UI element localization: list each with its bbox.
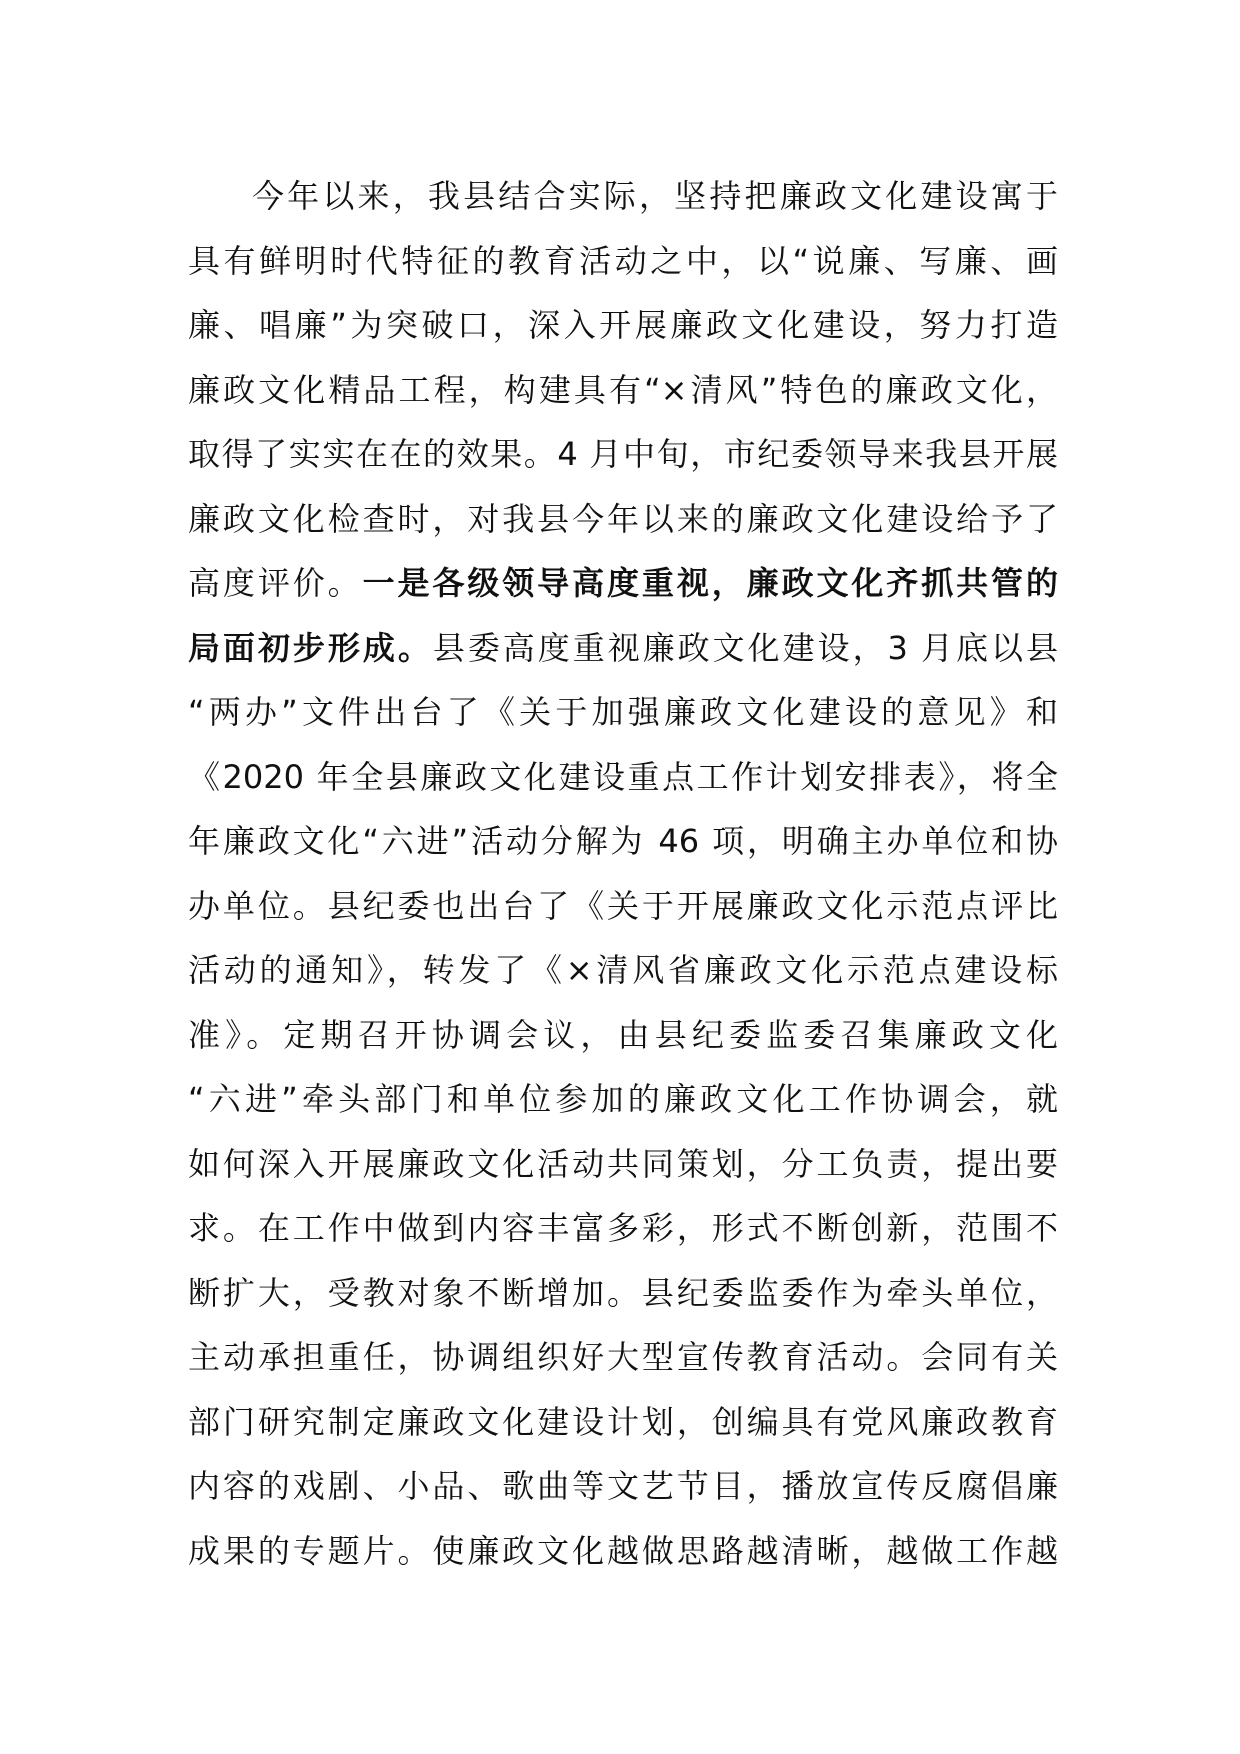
bold-heading-text: 局面初步形成。 <box>188 628 433 667</box>
text-line <box>188 1132 1058 1197</box>
text-line <box>188 1454 1058 1519</box>
text-line <box>188 680 1058 745</box>
text-line <box>188 1519 1058 1584</box>
body-text: 县委高度重视廉政文化建设，3 月底以县 <box>432 628 1058 667</box>
body-text: 如何深入开展廉政文化活动共同策划，分工负责，提出要 <box>188 1144 1058 1183</box>
body-text: 廉政文化精品工程，构建具有“×清风”特色的廉政文化， <box>188 370 1058 409</box>
text-line <box>188 422 1058 487</box>
text-line <box>188 551 1058 616</box>
body-text: 主动承担重任，协调组织好大型宣传教育活动。会同有关 <box>188 1338 1058 1376</box>
body-text: 廉政文化检查时，对我县今年以来的廉政文化建设给予了 <box>188 499 1058 538</box>
body-text: 高度评价。 <box>188 564 363 602</box>
body-text: 内容的戏剧、小品、歌曲等文艺节目，播放宣传反腐倡廉 <box>188 1467 1058 1505</box>
paragraph <box>188 164 1058 1583</box>
body-text: 求。在工作中做到内容丰富多彩，形式不断创新，范围不 <box>188 1209 1058 1247</box>
body-text: 断扩大，受教对象不断增加。县纪委监委作为牵头单位， <box>188 1273 1058 1312</box>
text-line <box>188 1390 1058 1455</box>
body-text: 部门研究制定廉政文化建设计划，创编具有党风廉政教育 <box>188 1402 1058 1441</box>
body-text: “两办”文件出台了《关于加强廉政文化建设的意见》和 <box>188 693 1058 731</box>
text-line <box>188 229 1058 294</box>
text-line <box>188 164 1058 229</box>
body-text: 具有鲜明时代特征的教育活动之中，以“说廉、写廉、画 <box>188 241 1058 280</box>
text-line <box>188 487 1058 552</box>
text-line <box>188 809 1058 874</box>
text-line <box>188 1003 1058 1068</box>
body-text: 《2020 年全县廉政文化建设重点工作计划安排表》，将全 <box>188 757 1058 796</box>
text-line <box>188 745 1058 810</box>
body-text: 准》。定期召开协调会议，由县纪委监委召集廉政文化 <box>188 1015 1058 1054</box>
body-text: 今年以来，我县结合实际，坚持把廉政文化建设寓于 <box>252 177 1058 215</box>
body-text: 成果的专题片。使廉政文化越做思路越清晰，越做工作越 <box>188 1531 1058 1570</box>
body-text: “六进”牵头部门和单位参加的廉政文化工作协调会，就 <box>188 1080 1058 1118</box>
text-line <box>188 616 1058 681</box>
body-text: 取得了实实在在的效果。4 月中旬，市纪委领导来我县开展 <box>188 435 1058 473</box>
bold-heading-text: 一是各级领导高度重视，廉政文化齐抓共管的 <box>362 564 1058 602</box>
text-line <box>188 293 1058 358</box>
text-line <box>188 358 1058 423</box>
text-line <box>188 938 1058 1003</box>
text-line <box>188 1325 1058 1390</box>
text-line <box>188 1067 1058 1132</box>
text-line <box>188 874 1058 939</box>
text-line <box>188 1261 1058 1326</box>
body-text: 年廉政文化“六进”活动分解为 46 项，明确主办单位和协 <box>188 822 1058 860</box>
body-text: 廉、唱廉”为突破口，深入开展廉政文化建设，努力打造 <box>188 306 1058 344</box>
text-line <box>188 1196 1058 1261</box>
body-text: 活动的通知》，转发了《×清风省廉政文化示范点建设标 <box>188 951 1058 989</box>
body-text: 办单位。县纪委也出台了《关于开展廉政文化示范点评比 <box>188 886 1058 925</box>
